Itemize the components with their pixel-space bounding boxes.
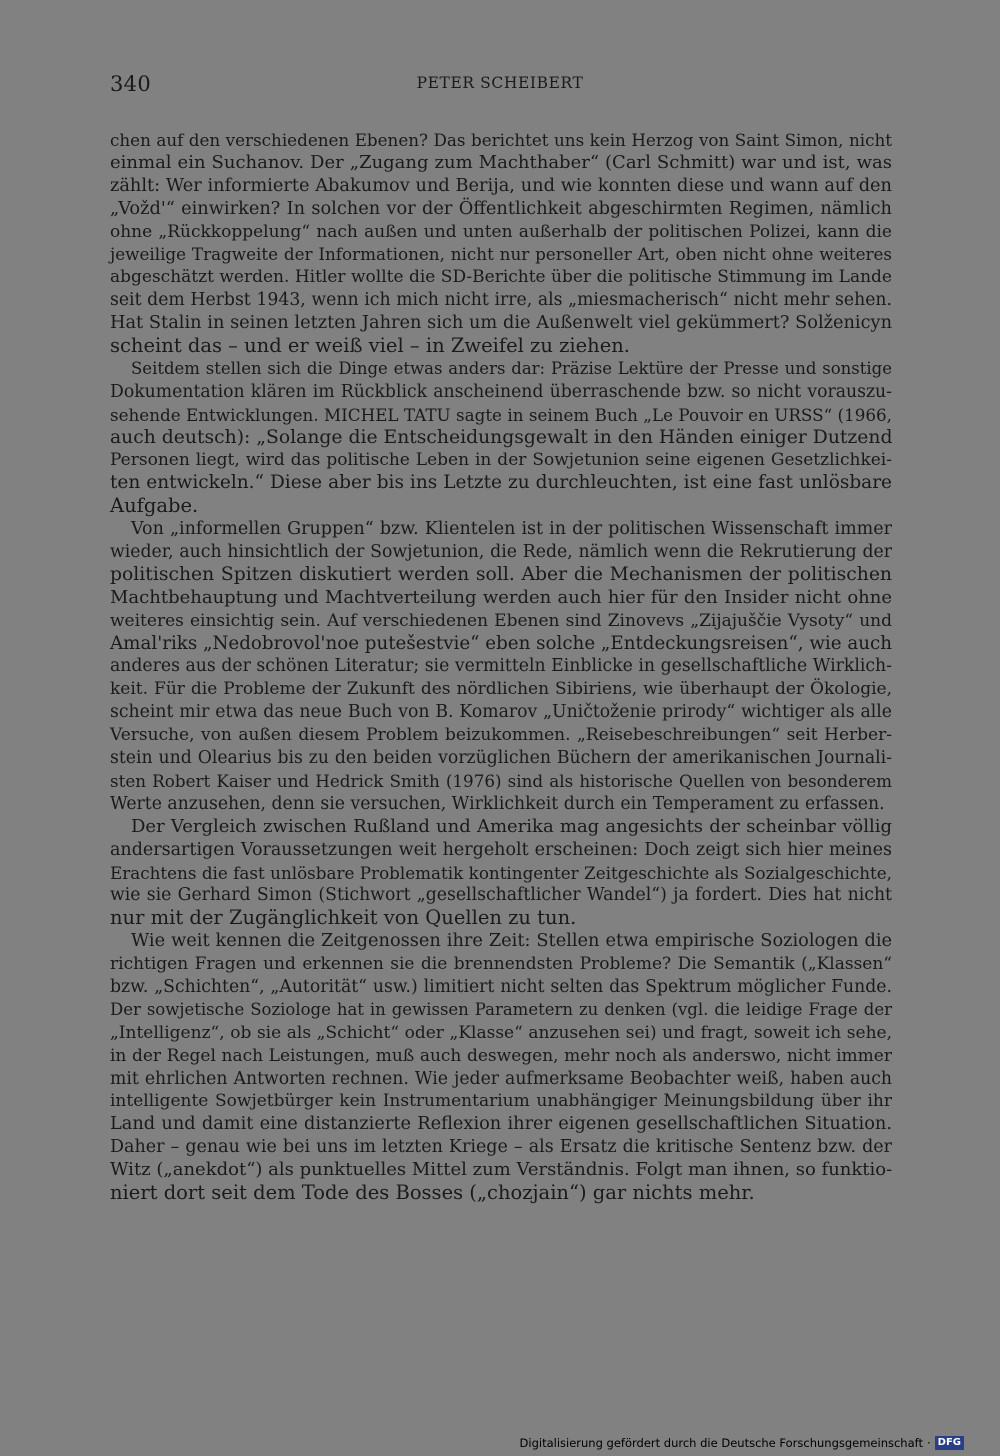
text-line: Wie weit kennen die Zeitgenossen ihre Zeit: Stellen etwa empirische Soziologen die <box>131 931 892 952</box>
text-line: Witz („anekdot“) als punktuelles Mittel zum Verständnis. Folgt man ihnen, so funktio- <box>110 1159 893 1181</box>
text-line: einmal ein Suchanov. Der „Zugang zum Machthaber“ (Carl Schmitt) war und ist, was <box>110 151 892 173</box>
text-line: Der Vergleich zwischen Rußland und Amerika mag angesichts der scheinbar völlig <box>131 815 892 837</box>
text-line: abgeschätzt werden. Hitler wollte die SD-Berichte über die politische Stimmung im Lande <box>110 267 892 288</box>
text-line: sten Robert Kaiser und Hedrick Smith (1976) sind als historische Quellen von besonderem <box>110 770 892 791</box>
text-line: auch deutsch): „Solange die Entscheidungsgewalt in den Händen einiger Dutzend <box>110 426 893 448</box>
text-line: Amal'riks „Nedobrovol'noe putešestvie“ eben solche „Entdeckungsreisen“, wie auch <box>110 632 892 654</box>
text-line: Daher – genau wie bei uns im letzten Kriege – als Ersatz die kritische Sentenz bzw. der <box>110 1137 892 1158</box>
text-line: seit dem Herbst 1943, wenn ich mich nicht irre, als „miesmacherisch“ nicht mehr sehen. <box>110 290 892 311</box>
footer-credit: Digitalisierung gefördert durch die Deutsche Forschungsgemeinschaft · DFG <box>520 1436 964 1450</box>
text-line: mit ehrlichen Antworten rechnen. Wie jeder aufmerksame Beobachter weiß, haben auch <box>110 1068 892 1089</box>
text-line: Personen liegt, wird das politische Leben in der Sowjetunion seine eigenen Gesetzlichkei- <box>110 450 892 471</box>
text-line: chen auf den verschiedenen Ebenen? Das berichtet uns kein Herzog von Saint Simon, nicht <box>110 130 892 150</box>
credit-text: Digitalisierung gefördert durch die Deutsche Forschungsgemeinschaft <box>519 1436 923 1450</box>
text-line: intelligente Sowjetbürger kein Instrumentarium unabhängiger Meinungsbildung über ihr <box>110 1091 892 1112</box>
text-line: Seitdem stellen sich die Dinge etwas anders dar: Präzise Lektüre der Presse und sonstige <box>131 358 892 378</box>
text-line: bzw. „Schichten“, „Autorität“ usw.) limitiert nicht selten das Spektrum möglicher Funde. <box>110 976 892 997</box>
text-line: stein und Olearius bis zu den beiden vorzüglichen Büchern der amerikanischen Journali- <box>110 748 892 769</box>
text-line: Der sowjetische Soziologe hat in gewissen Parametern zu denken (vgl. die leidige Frage der <box>110 999 892 1019</box>
text-line: weiteres einsichtig sein. Auf verschiedenen Ebenen sind Zinovevs „Zijajuščie Vysoty“ und <box>110 610 892 631</box>
text-line: keit. Für die Probleme der Zukunft des nördlichen Sibiriens, wie überhaupt der Ökologie, <box>110 679 892 700</box>
text-line: jeweilige Tragweite der Informationen, nicht nur personeller Art, oben nicht ohne weiteres <box>110 244 892 265</box>
text-line: sehende Entwicklungen. MICHEL TATU sagte in seinem Buch „Le Pouvoir en URSS“ (1966, <box>110 404 892 425</box>
text-line: Dokumentation klären im Rückblick anscheinend überraschende bzw. so nicht vorauszu- <box>110 381 892 402</box>
page-number: 340 <box>110 72 151 96</box>
text-line: Aufgabe. <box>110 494 199 518</box>
text-line: ten entwickeln.“ Diese aber bis ins Letzte zu durchleuchten, ist eine fast unlösbare <box>110 472 892 494</box>
text-line: Machtbehauptung und Machtverteilung werden auch hier für den Insider nicht ohne <box>110 586 892 608</box>
text-line: andersartigen Voraussetzungen weit hergeholt erscheinen: Doch zeigt sich hier meines <box>110 839 892 860</box>
body-text <box>110 129 892 1205</box>
text-line: anderes aus der schönen Literatur; sie vermitteln Einblicke in gesellschaftliche Wirklich- <box>110 656 892 677</box>
text-line: „Vožd'“ einwirken? In solchen vor der Öffentlichkeit abgeschirmten Regimen, nämlich <box>110 198 892 219</box>
text-line: politischen Spitzen diskutiert werden soll. Aber die Mechanismen der politischen <box>110 563 892 585</box>
text-line: wieder, auch hinsichtlich der Sowjetunion, die Rede, nämlich wenn die Rekrutierung der <box>110 542 892 563</box>
text-line: Werte anzusehen, denn sie versuchen, Wirklichkeit durch ein Temperament zu erfassen. <box>110 793 885 814</box>
text-line: scheint das – und er weiß viel – in Zweifel zu ziehen. <box>110 334 630 358</box>
running-head: PETER SCHEIBERT <box>416 74 584 92</box>
dfg-logo: DFG <box>935 1436 964 1450</box>
text-line: scheint mir etwa das neue Buch von B. Komarov „Uničtoženie prirody“ wichtiger als alle <box>110 702 892 723</box>
text-line: nur mit der Zugänglichkeit von Quellen zu tun. <box>110 906 577 930</box>
text-line: ohne „Rückkoppelung“ nach außen und unten außerhalb der politischen Polizei, kann die <box>110 221 892 242</box>
text-line: niert dort seit dem Tode des Bosses („chozjain“) gar nichts mehr. <box>110 1180 755 1204</box>
text-line: Land und damit eine distanzierte Reflexion ihrer eigenen gesellschaftlichen Situation. <box>110 1114 892 1135</box>
text-line: in der Regel nach Leistungen, muß auch deswegen, mehr noch als anderswo, nicht immer <box>110 1045 892 1066</box>
text-line: wie sie Gerhard Simon (Stichwort „gesellschaftlicher Wandel“) ja fordert. Dies hat nicht <box>110 885 892 906</box>
text-line: richtigen Fragen und erkennen sie die brennendsten Probleme? Die Semantik („Klassen“ <box>110 954 892 975</box>
text-line: Versuche, von außen diesem Problem beizukommen. „Reisebeschreibungen“ seit Herber- <box>110 725 892 746</box>
text-line: Erachtens die fast unlösbare Problematik kontingenter Zeitgeschichte als Sozialgeschichte, <box>110 862 892 883</box>
text-line: zählt: Wer informierte Abakumov und Berija, und wie konnten diese und wann auf den <box>110 175 892 196</box>
text-line: „Intelligenz“, ob sie als „Schicht“ oder „Klasse“ anzusehen sei) und fragt, soweit ich sehe, <box>110 1022 892 1043</box>
text-line: Von „informellen Gruppen“ bzw. Klientelen ist in der politischen Wissenschaft immer <box>131 519 892 540</box>
text-line: Hat Stalin in seinen letzten Jahren sich um die Außenwelt viel gekümmert? Solženicyn <box>110 313 892 334</box>
